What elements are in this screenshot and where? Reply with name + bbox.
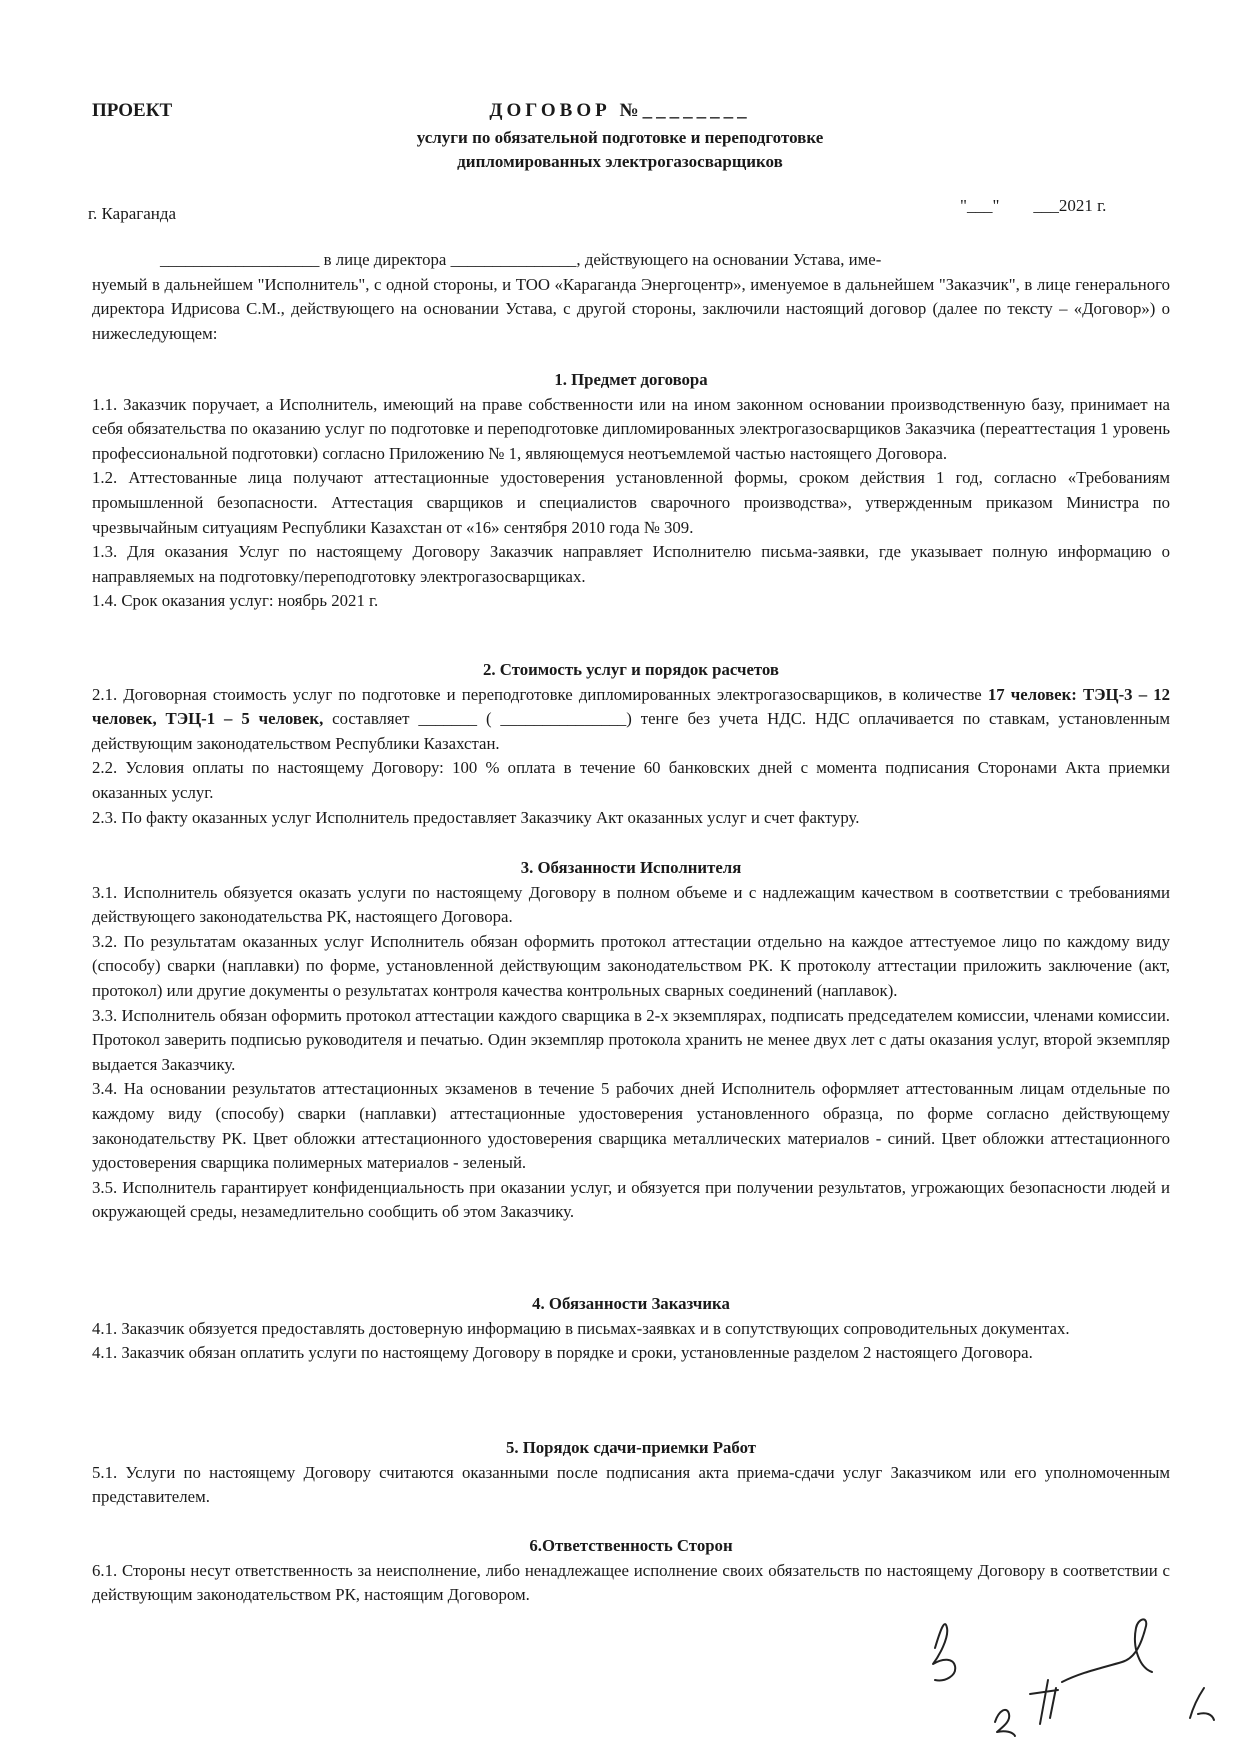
document-subtitle-line1: услуги по обязательной подготовке и переподготовке bbox=[416, 128, 824, 147]
section-5 bbox=[92, 1436, 1170, 1510]
clause-6-1: 6.1. Стороны несут ответственность за неисполнение, либо ненадлежащее исполнение своих обязательств по настоящему Договору в соответствии с действующим законодательством РК, настоящим Договором. bbox=[92, 1560, 1170, 1605]
clause-3-2: 3.2. По результатам оказанных услуг Исполнитель обязан оформить протокол аттестации отдельно на каждое аттестуемое лицо по каждому виду (способу) сварки (наплавки) по форме, установленной действующим законодательством РК. К протоколу аттестации приложить заключение (акт, протокол) или другие документы о результатах контроля качества контрольных сварных соединений (наплавок). bbox=[92, 931, 1170, 1000]
clause-5-1: 5.1. Услуги по настоящему Договору считаются оказанными после подписания акта приема-сдачи услуг Заказчиком или его уполномоченным представителем. bbox=[92, 1462, 1170, 1507]
draft-label: ПРОЕКТ bbox=[92, 100, 173, 121]
signature-line bbox=[1062, 1619, 1152, 1682]
document-title: ДОГОВОР №________ bbox=[489, 100, 751, 121]
preamble-text: нуемый в дальнейшем "Исполнитель", с одной стороны, и ТОО «Караганда Энергоцентр», именуемое в дальнейшем "Заказчик", в лице генерального директора Идрисова С.М., действующего на основании Устава, с другой стороны, заключили настоящий договор (далее по тексту – «Договор») о нижеследующем: bbox=[92, 274, 1170, 343]
director-name-blank: _______________, bbox=[450, 250, 581, 269]
section-2 bbox=[92, 658, 1170, 830]
city: г. Караганда bbox=[88, 204, 177, 223]
preamble-director-text: в лице директора bbox=[323, 250, 447, 269]
section-heading: 1. Предмет договора bbox=[554, 370, 708, 389]
executor-name-blank: ___________________ bbox=[160, 250, 320, 269]
clause-1-1: 1.1. Заказчик поручает, а Исполнитель, имеющий на праве собственности или на ином законном основании производственную базу, принимает на себя обязательства по оказанию услуг по подготовке и переподготовке дипломированных электрогазосварщиков Заказчика (переаттестация 1 уровень профессиональной подготовки) согласно Приложению № 1, являющемуся неотъемлемой частью настоящего Договора. bbox=[92, 394, 1170, 463]
section-heading: 2. Стоимость услуг и порядок расчетов bbox=[483, 660, 779, 679]
clause-3-4: 3.4. На основании результатов аттестационных экзаменов в течение 5 рабочих дней Исполнитель оформляет аттестованным лицам отдельные по каждому виду (способу) сварки (наплавки) аттестационные удостоверения установленного образца, по форме согласно действующему законодательству РК. Цвет обложки аттестационного удостоверения сварщика металлических материалов - синий. Цвет обложки аттестационного удостоверения сварщика полимерных материалов - зеленый. bbox=[92, 1079, 1170, 1173]
initial-mark-2 bbox=[995, 1710, 1015, 1736]
document-subtitle-line2: дипломированных электрогазосварщиков bbox=[457, 152, 783, 171]
section-1 bbox=[92, 368, 1170, 614]
section-heading: 5. Порядок сдачи-приемки Работ bbox=[505, 1438, 757, 1457]
section-6 bbox=[92, 1534, 1170, 1608]
section-heading: 4. Обязанности Заказчика bbox=[532, 1294, 730, 1313]
clause-2-2: 2.2. Условия оплаты по настоящему Договору: 100 % оплата в течение 60 банковских дней с момента подписания Сторонами Акта приемки оказанных услуг. bbox=[92, 758, 1170, 802]
clause-4-1b: 4.1. Заказчик обязан оплатить услуги по настоящему Договору в порядке и сроки, установленные разделом 2 настоящего Договора. bbox=[92, 1343, 1033, 1363]
section-heading: 6.Ответственность Сторон bbox=[529, 1536, 733, 1555]
clause-1-4: 1.4. Срок оказания услуг: ноябрь 2021 г. bbox=[92, 591, 379, 611]
clause-1-3: 1.3. Для оказания Услуг по настоящему Договору Заказчик направляет Исполнителю письма-заявки, где указывает полную информацию о направляемых на подготовку/переподготовку электрогазосварщиках. bbox=[92, 542, 1170, 586]
section-4 bbox=[92, 1292, 1170, 1366]
preamble-first-line bbox=[92, 248, 1170, 273]
clause-2-1 bbox=[92, 683, 1170, 757]
clause-2-1-end: составляет _______ ( _______________) тенге без учета НДС. НДС оплачивается по ставкам, установленным действующим законодательством Республики Казахстан. bbox=[92, 709, 1170, 753]
clause-2-1-start: 2.1. Договорная стоимость услуг по подготовке и переподготовке дипломированных электрогазосварщиков, в количестве bbox=[92, 684, 988, 704]
contract-date: "___" ___2021 г. bbox=[960, 196, 1107, 215]
section-3 bbox=[92, 856, 1170, 1225]
clause-3-3: 3.3. Исполнитель обязан оформить протокол аттестации каждого сварщика в 2-х экземплярах, подписать председателем комиссии, членами комиссии. Протокол заверить подписью руководителя и печатью. Один экземпляр протокола хранить не менее двух лет с даты оказания услуг, второй экземпляр выдается Заказчику. bbox=[92, 1005, 1170, 1074]
initial-mark-1 bbox=[933, 1624, 955, 1680]
clause-2-1-headcount: 17 человек: ТЭЦ-3 – 12 человек, ТЭЦ-1 – 5 человек, bbox=[92, 684, 1170, 729]
clause-2-3: 2.3. По факту оказанных услуг Исполнитель предоставляет Заказчику Акт оказанных услуг и счет фактуру. bbox=[92, 807, 860, 827]
clause-1-2: 1.2. Аттестованные лица получают аттестационные удостоверения установленной формы, сроком действия 1 год, согласно «Требованиям промышленной безопасности. Аттестация сварщиков и специалистов сварочного производства», утвержденным приказом Министра по чрезвычайным ситуациям Республики Казахстан от «16» сентября 2010 года № 309. bbox=[92, 468, 1170, 537]
initial-mark-4 bbox=[1190, 1688, 1214, 1720]
clause-4-1: 4.1. Заказчик обязуется предоставлять достоверную информацию в письмах-заявках и в сопутствующих сопроводительных документах. bbox=[92, 1318, 1070, 1338]
preamble bbox=[92, 248, 1170, 346]
clause-3-5: 3.5. Исполнитель гарантирует конфиденциальность при оказании услуг, и обязуется при получении результатов, угрожающих безопасности людей и окружающей среды, незамедлительно сообщить об этом Заказчику. bbox=[92, 1177, 1170, 1222]
section-heading: 3. Обязанности Исполнителя bbox=[520, 858, 742, 877]
preamble-line1-rest: действующего на основании Устава, име- bbox=[584, 250, 882, 269]
clause-3-1: 3.1. Исполнитель обязуется оказать услуги по настоящему Договору в полном объеме и с надлежащим качеством в соответствии с требованиями действующего законодательства РК, настоящего Договора. bbox=[92, 882, 1170, 927]
initial-mark-3 bbox=[1030, 1680, 1058, 1724]
